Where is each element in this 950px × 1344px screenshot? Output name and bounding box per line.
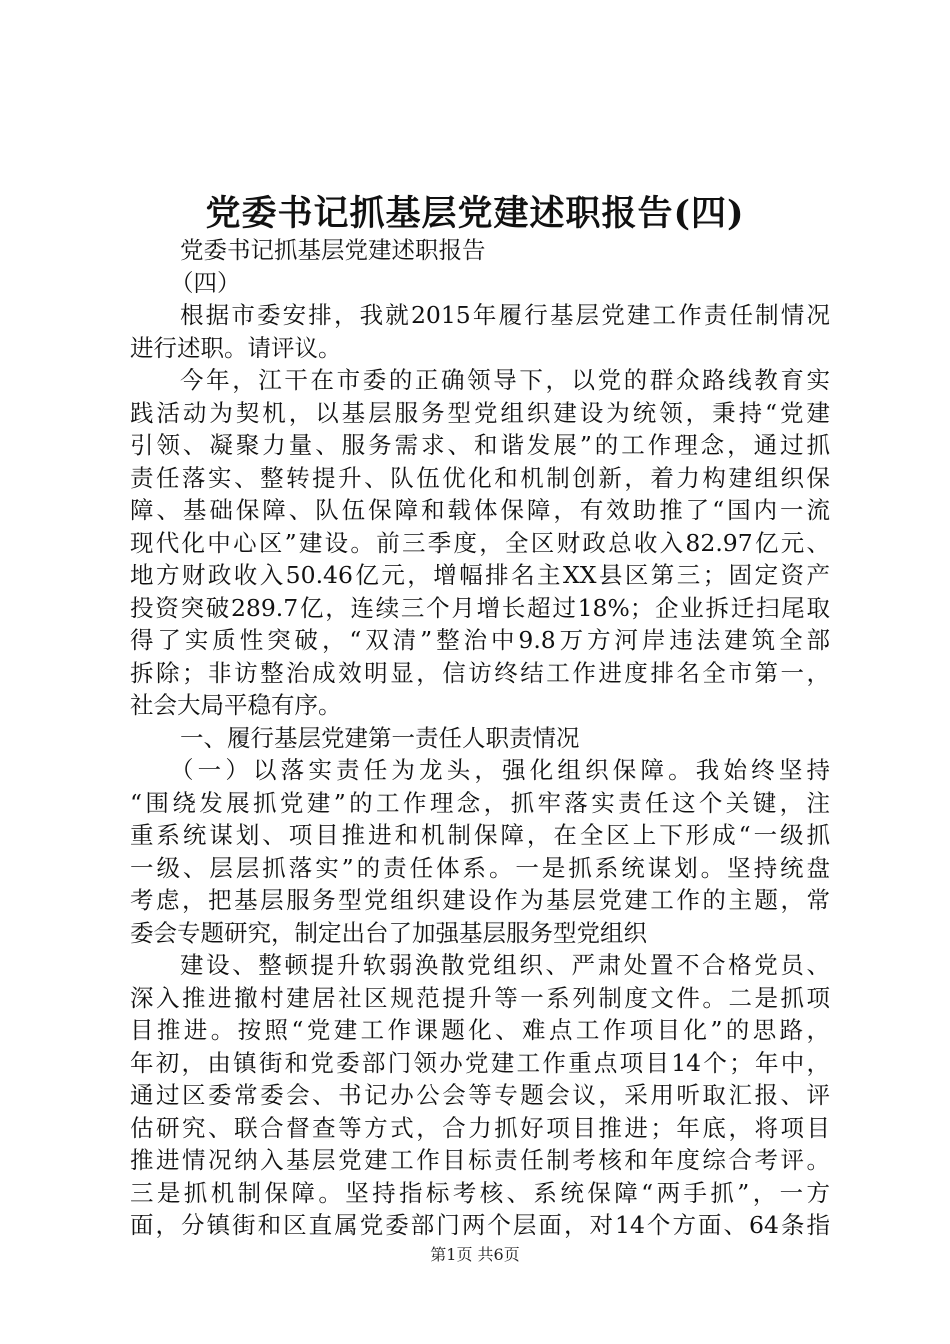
text-line: 年初，由镇街和党委部门领办党建工作重点项目14个；年中， (130, 1048, 830, 1077)
text-line: 一、履行基层党建第一责任人职责情况 (180, 723, 580, 752)
text-line: 障、基础保障、队伍保障和载体保障，有效助推了“国内一流 (130, 496, 830, 524)
text-line: 责任落实、整转提升、队伍优化和机制创新，着力构建组织保 (130, 463, 830, 492)
text-line: 目推进。按照“党建工作课题化、难点工作项目化”的思路， (130, 1016, 830, 1044)
text-line: （四） (170, 268, 241, 297)
text-line: 深入推进撤村建居社区规范提升等一系列制度文件。二是抓项 (130, 983, 830, 1012)
text-line: 通过区委常委会、书记办公会等专题会议，采用听取汇报、评 (130, 1081, 830, 1109)
text-line: 估研究、联合督查等方式，合力抓好项目推进；年底，将项目 (130, 1113, 830, 1142)
text-line: 根据市委安排，我就2015年履行基层党建工作责任制情况 (180, 301, 830, 329)
page-footer: 第1页 共6页 (430, 1245, 520, 1264)
text-line: 社会大局平稳有序。 (130, 691, 342, 719)
text-line: 建设、整顿提升软弱涣散党组织、严肃处置不合格党员、 (180, 951, 830, 979)
text-line: 面，分镇街和区直属党委部门两个层面，对14个方面、64条指 (130, 1211, 830, 1239)
text-line: 委会专题研究，制定出台了加强基层服务型党组织 (130, 918, 647, 947)
document-body (130, 234, 830, 1242)
text-line: 现代化中心区”建设。前三季度，全区财政总收入82.97亿元、 (130, 528, 830, 557)
text-line: （一）以落实责任为龙头，强化组织保障。我始终坚持 (170, 756, 830, 784)
text-line: 拆除；非访整治成效明显，信访终结工作进度排名全市第一， (130, 658, 830, 687)
text-line: 投资突破289.7亿，连续三个月增长超过18%；企业拆迁扫尾取 (130, 593, 830, 622)
text-line: 践活动为契机，以基层服务型党组织建设为统领，秉持“党建 (130, 398, 830, 427)
text-line: 一级、层层抓落实”的责任体系。一是抓系统谋划。坚持统盘 (130, 853, 830, 882)
text-line: 重系统谋划、项目推进和机制保障，在全区上下形成“一级抓 (130, 821, 830, 849)
text-line: 党委书记抓基层党建述职报告 (180, 236, 486, 264)
text-line: “围绕发展抓党建”的工作理念，抓牢落实责任这个关键，注 (130, 788, 830, 817)
text-line: 推进情况纳入基层党建工作目标责任制考核和年度综合考评。 (130, 1146, 830, 1174)
text-line: 引领、凝聚力量、服务需求、和谐发展”的工作理念，通过抓 (130, 431, 830, 459)
text-line: 三是抓机制保障。坚持指标考核、系统保障“两手抓”，一方 (130, 1178, 830, 1207)
document-title: 党委书记抓基层党建述职报告(四) (205, 193, 745, 234)
text-line: 进行述职。请评议。 (130, 333, 342, 362)
text-line: 地方财政收入50.46亿元，增幅排名主XX县区第三；固定资产 (130, 561, 830, 589)
text-line: 得了实质性突破，“双清”整治中9.8万方河岸违法建筑全部 (130, 626, 830, 654)
text-line: 考虑，把基层服务型党组织建设作为基层党建工作的主题，常 (130, 886, 830, 914)
text-line: 今年，江干在市委的正确领导下，以党的群众路线教育实 (180, 366, 830, 394)
